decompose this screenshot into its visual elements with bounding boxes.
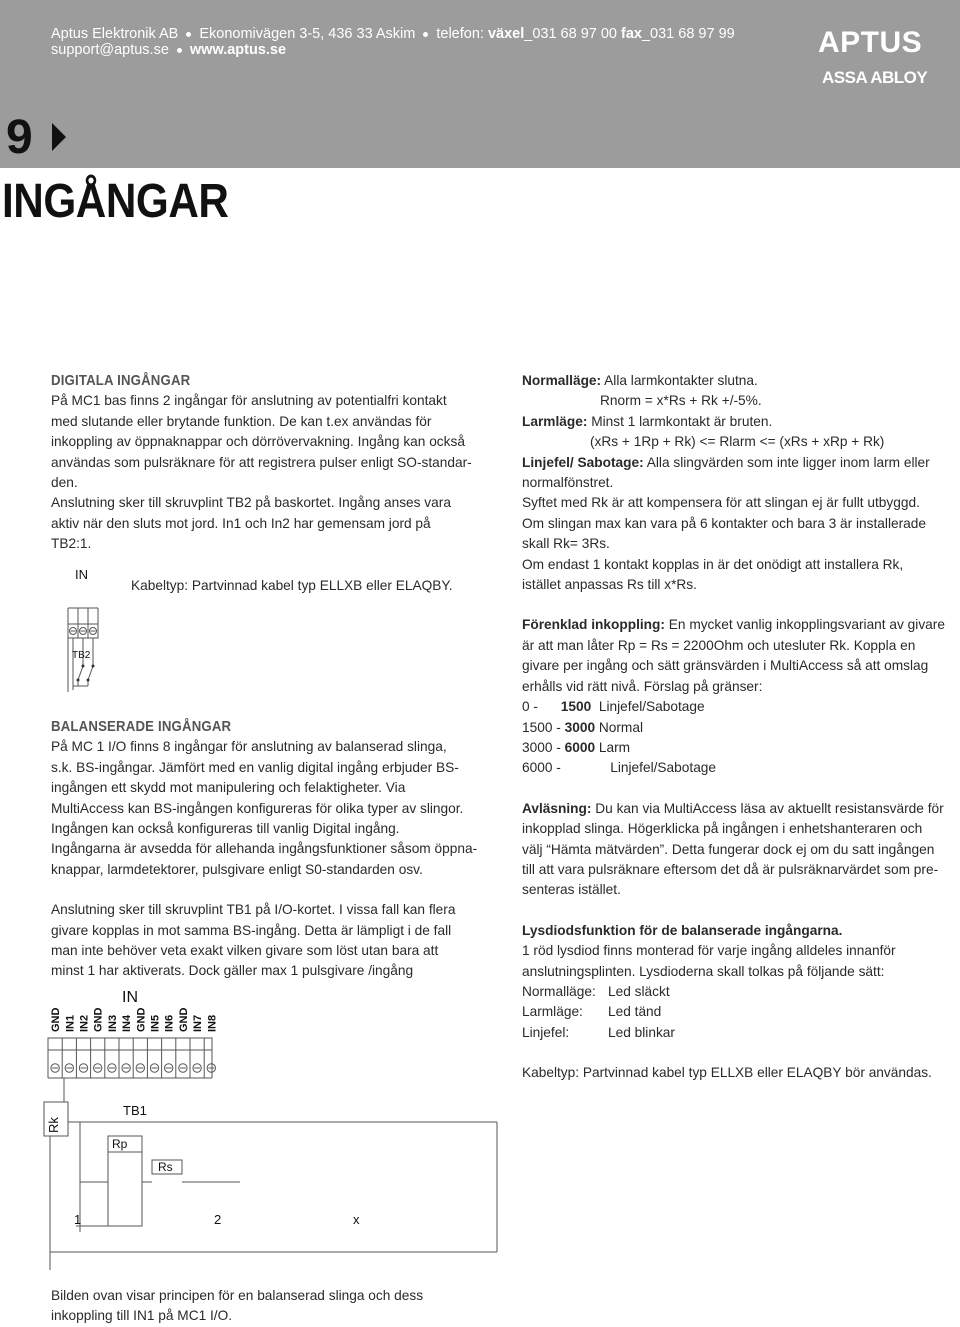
led-state-key: Normalläge: [522, 983, 596, 999]
company-name: Aptus Elektronik AB [51, 26, 179, 42]
diagram1-in-label: IN [75, 567, 88, 582]
contact-line-1 [51, 26, 735, 42]
company-address: Ekonomivägen 3-5, 436 33 Askim [199, 26, 416, 42]
terminal-label: GND [92, 1007, 105, 1032]
alarm-mode-label: Larmläge: [522, 413, 588, 429]
limit-state: Linjefel/Sabotage [610, 760, 717, 776]
alarm-mode-text: Minst 1 larmkontakt är bruten. [587, 413, 773, 429]
terminal-label: IN8 [206, 1014, 219, 1032]
led-heading: Lysdiodsfunktion för de balanserade ingångarna. [522, 922, 843, 938]
reading-text: Du kan via MultiAccess läsa av aktuellt resistansvärde för [591, 800, 944, 816]
simplified-label: Förenklad inkoppling: [522, 617, 665, 633]
led-state-key: Larmläge: [522, 1004, 583, 1020]
contact-line-2 [51, 42, 286, 58]
chapter-arrow-icon [52, 123, 66, 151]
node-2-label: 2 [214, 1212, 222, 1227]
digital-inputs-section [51, 371, 491, 555]
balanced-loop-diagram [40, 982, 500, 1270]
right-column [522, 371, 952, 1084]
digital-line: med slutande eller brytande funktion. De kan t.ex användas för [51, 413, 432, 429]
reading-cont: senteras istället. [522, 882, 621, 898]
terminal-label: GND [177, 1007, 190, 1032]
led-state-row [522, 1002, 952, 1022]
caption-line: Bilden ovan visar principen för en balanserad slinga och dess [51, 1288, 424, 1303]
led-state-value: Led tänd [608, 1004, 662, 1020]
limit-to: 3000 [564, 719, 596, 735]
limit-row [522, 758, 952, 778]
line-fault-text-2: normalfönstret. [522, 475, 614, 491]
terminal-label: IN3 [106, 1014, 119, 1032]
bullet-icon [423, 32, 428, 37]
led-line: anslutningsplinten. Lysdioderna skall tolkas på följande sätt: [522, 963, 885, 979]
balanced-line: s.k. BS-ingångar. Jämfört med en vanlig digital ingång erbjuder BS- [51, 759, 459, 775]
connection-line: givare kopplas in mot samma BS-ingång. Detta är lämpligt i de fall [51, 922, 452, 938]
terminal-label: IN7 [192, 1014, 205, 1032]
logo-assa-abloy-text: ASSA ABLOY [822, 68, 928, 87]
switch-label: växel [487, 26, 525, 42]
caption-line: inkoppling till IN1 på MC1 I/O. [51, 1308, 233, 1324]
led-state-value: Led släckt [608, 983, 670, 999]
digital-line: aktiv när den sluts mot jord. In1 och In2 har gemensam jord på [51, 515, 431, 531]
purpose-line: istället anpassas Rs till x*Rs. [522, 577, 697, 593]
line-fault-text: Alla slingvärden som inte ligger inom larm eller [643, 454, 930, 470]
simplified-text: En mycket vanlig inkopplingsvariant av givare [664, 617, 945, 633]
phone-prefix: telefon: [436, 26, 488, 42]
connection-line: minst 1 har aktiverats. Dock gäller max 1 pulsgivare /ingång [51, 963, 414, 979]
digital-line: Anslutning sker till skruvplint TB2 på baskortet. Ingång anses vara [51, 495, 451, 511]
limit-to: 6000 [564, 739, 596, 755]
simplified-cont: erhålls vid rätt nivå. Förslag på gränser: [522, 678, 763, 694]
terminal-label: IN5 [149, 1014, 162, 1032]
limit-from: 0 - [522, 699, 561, 715]
digital-line: den. [51, 475, 78, 491]
digital-line: användas som pulsräknare för att registrera pulser enligt SO-standar- [51, 454, 472, 470]
aptus-logo [818, 28, 936, 88]
terminal-label: IN4 [121, 1014, 134, 1032]
line-fault-line [522, 453, 952, 473]
purpose-line: Om endast 1 kontakt kopplas in är det onödigt att installera Rk, [522, 556, 904, 572]
header-band [0, 0, 960, 168]
digital-line: inkoppling av öppnaknappar och dörrövervakning. Ingång kan också [51, 434, 465, 450]
reading-cont: till att vara pulsräknare eftersom det då är pulsräknarvärdet som pre- [522, 861, 939, 877]
node-1-label: 1 [74, 1212, 82, 1227]
balanced-line: MultiAccess kan BS-ingången konfigureras för olika typer av slingor. [51, 800, 464, 816]
cable-type-2: Kabeltyp: Partvinnad kabel typ ELLXB eller ELAQBY bör användas. [522, 1065, 932, 1081]
normal-mode-label: Normalläge: [522, 373, 602, 388]
limit-from: 3000 - [522, 739, 565, 755]
connection-line: man inte behöver veta exakt vilken givare som löst utan bara att [51, 943, 439, 959]
balanced-line: knappar, larmdetektorer, pulsgivare enligt S0-standarden osv. [51, 861, 423, 877]
balanced-line: Ingången kan också konfigureras till vanlig Digital ingång. [51, 821, 400, 837]
bullet-icon [177, 48, 182, 53]
alarm-mode-line [522, 412, 952, 432]
led-state-value: Led blinkar [608, 1024, 675, 1040]
limit-state: Larm [595, 739, 631, 755]
rnorm-formula: Rnorm = x*Rs + Rk +/-5%. [600, 393, 762, 409]
terminal-label: IN6 [163, 1014, 176, 1032]
node-x-label: x [353, 1212, 360, 1227]
cable-type-1: Kabeltyp: Partvinnad kabel typ ELLXB eller ELAQBY. [131, 578, 453, 593]
logo-aptus-text: APTUS [818, 26, 923, 59]
connection-line: Anslutning sker till skruvplint TB1 på I/O-kortet. I vissa fall kan flera [51, 902, 456, 918]
website-link[interactable]: www.aptus.se [189, 42, 287, 58]
tb1-label: TB1 [123, 1103, 147, 1118]
balanced-line: ingången ett skydd mot manipulering och felaktigheter. Via [51, 780, 406, 796]
limit-from: 6000 - [522, 760, 611, 776]
led-state-key: Linjefel: [522, 1024, 570, 1040]
terminal-label: IN1 [64, 1014, 77, 1032]
limit-state: Normal [595, 719, 643, 735]
line-fault-label: Linjefel/ Sabotage: [522, 454, 644, 470]
simplified-cont: givare per ingång och sätt gränsvärden i MultiAccess så att omslag [522, 658, 929, 674]
led-state-row [522, 982, 952, 1002]
simplified-cont: är att man låter Rp = Rs = 2200Ohm och utesluter Rk. Koppla en [522, 637, 916, 653]
terminal-label: GND [135, 1007, 148, 1032]
diagram1-tb2-label: TB2 [72, 650, 91, 661]
rs-label: Rs [158, 1160, 173, 1174]
reading-cont: välj “Hämta mätvärden”. Detta fungerar dock ej om du satt ingången [522, 841, 935, 857]
diagram-caption [51, 1286, 491, 1327]
rk-label: Rk [46, 1117, 61, 1133]
limit-row [522, 718, 952, 738]
reading-line [522, 799, 952, 819]
limit-row [522, 697, 952, 717]
chapter-title: INGÅNGAR [2, 175, 229, 228]
led-line: 1 röd lysdiod finns monterad för varje ingång alldeles innanför [522, 943, 896, 959]
purpose-line: Syftet med Rk är att kompensera för att slingan ej är fullt utbyggd. [522, 495, 920, 511]
digital-inputs-heading: DIGITALA INGÅNGAR [51, 372, 191, 389]
rp-label: Rp [112, 1137, 128, 1151]
limit-state: Linjefel/Sabotage [591, 699, 705, 715]
normal-mode-text: Alla larmkontakter slutna. [601, 373, 758, 388]
purpose-line: Om slingan max kan vara på 6 kontakter och bara 3 är installerade [522, 515, 926, 531]
simplified-line [522, 615, 952, 635]
balanced-line: På MC 1 I/O finns 8 ingångar för anslutning av balanserad slinga, [51, 739, 447, 755]
digital-line: TB2:1. [51, 536, 92, 552]
reading-cont: inkopplad slinga. Högerklicka på ingången i enhetshanteraren och [522, 821, 923, 837]
digital-line: På MC1 bas finns 2 ingångar för anslutning av potentialfri kontakt [51, 393, 447, 409]
switch-number: _031 68 97 00 [524, 26, 622, 42]
balanced-inputs-section [51, 717, 501, 982]
terminal-label: GND [50, 1007, 63, 1032]
purpose-line: skall Rk= 3Rs. [522, 536, 610, 552]
diagram2-in-label: IN [122, 989, 138, 1006]
terminal-label: IN2 [78, 1014, 91, 1032]
limit-from: 1500 - [522, 719, 565, 735]
fax-number: _031 68 97 99 [641, 26, 735, 42]
reading-label: Avläsning: [522, 800, 592, 816]
chapter-number: 9 [6, 111, 33, 164]
fax-label: fax [621, 26, 642, 42]
limit-to: 1500 [560, 699, 592, 715]
balanced-line: Ingångarna är avsedda för allehanda ingångsfunktioner såsom öppna- [51, 841, 478, 857]
normal-mode-line [522, 371, 952, 391]
balanced-inputs-heading: BALANSERADE INGÅNGAR [51, 718, 232, 735]
led-state-row [522, 1023, 952, 1043]
limit-row [522, 738, 952, 758]
rlarm-formula: (xRs + 1Rp + Rk) <= Rlarm <= (xRs + xRp + Rk) [590, 434, 885, 450]
bullet-icon [186, 32, 191, 37]
tb2-terminal-diagram [60, 562, 130, 697]
support-email[interactable]: support@aptus.se [51, 42, 169, 58]
